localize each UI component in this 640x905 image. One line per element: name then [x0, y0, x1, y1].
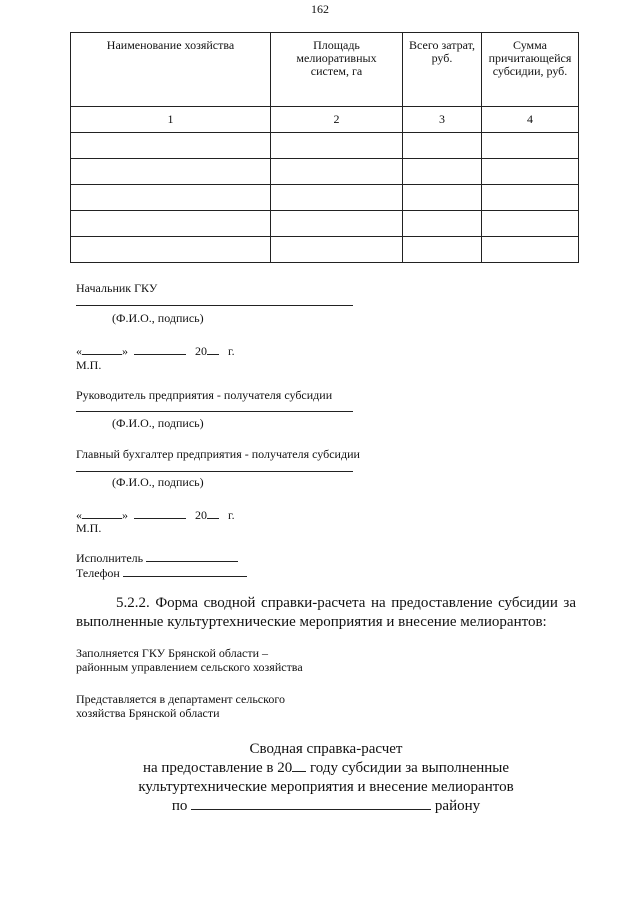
section-heading: 5.2.2. Форма сводной справки-расчета на предоставление субсидии за выполненные культуртехнические мероприятия и внесение мелиорантов: [76, 595, 576, 630]
col-number: 2 [271, 107, 403, 133]
page-number: 162 [311, 2, 329, 16]
col-number: 1 [71, 107, 271, 133]
fio-sign-caption: (Ф.И.О., подпись) [112, 416, 204, 430]
date-line: « » 20 г. [76, 508, 235, 522]
col-number: 3 [403, 107, 482, 133]
executor-line: Исполнитель [76, 551, 238, 565]
table-cell [403, 159, 482, 185]
head-gku-label: Начальник ГКУ [76, 281, 158, 295]
header-area: Площадь мелиоративных систем, га [271, 33, 403, 107]
col-number: 4 [482, 107, 579, 133]
table-cell [403, 211, 482, 237]
date-line: « » 20 г. [76, 344, 235, 358]
header-total-costs: Всего затрат, руб. [403, 33, 482, 107]
filled-by-note: Заполняется ГКУ Брянской области – районным управлением сельского хозяйства [76, 646, 303, 674]
table-cell [271, 159, 403, 185]
table-cell [482, 237, 579, 263]
table-cell [71, 237, 271, 263]
form-title: Сводная справка-расчет на предоставление в 20 году субсидии за выполненные культуртехнические мероприятия и внесение мелиорантов по району [138, 741, 514, 814]
table-cell [271, 237, 403, 263]
table-cell [403, 185, 482, 211]
table-row [71, 133, 579, 159]
table-cell [71, 185, 271, 211]
table-cell [403, 133, 482, 159]
table-cell [271, 133, 403, 159]
table-cell [71, 159, 271, 185]
table-row [71, 185, 579, 211]
signature-line [76, 305, 353, 306]
fio-sign-caption: (Ф.И.О., подпись) [112, 475, 204, 489]
table-cell [271, 185, 403, 211]
column-number-row [71, 107, 579, 133]
data-table [70, 32, 579, 263]
table-header-row [71, 33, 579, 107]
signature-line [76, 471, 353, 472]
table-cell [482, 159, 579, 185]
accountant-label: Главный бухгалтер предприятия - получателя субсидии [76, 447, 360, 461]
table-cell [482, 211, 579, 237]
header-farm-name: Наименование хозяйства [71, 33, 271, 107]
table-cell [403, 237, 482, 263]
mp-label: М.П. [76, 358, 102, 372]
manager-label: Руководитель предприятия - получателя субсидии [76, 388, 333, 402]
table-cell [71, 133, 271, 159]
mp-label: М.П. [76, 521, 102, 535]
signature-line [76, 411, 353, 412]
table-cell [482, 185, 579, 211]
table-row [71, 237, 579, 263]
table-row [71, 159, 579, 185]
submitted-to-note: Представляется в департамент сельского хозяйства Брянской области [76, 692, 285, 720]
phone-line: Телефон [76, 566, 247, 580]
fio-sign-caption: (Ф.И.О., подпись) [112, 311, 204, 325]
table-row [71, 211, 579, 237]
table-cell [482, 133, 579, 159]
table-cell [71, 211, 271, 237]
header-subsidy-amount: Сумма причитающейся субсидии, руб. [482, 33, 579, 107]
table-cell [271, 211, 403, 237]
